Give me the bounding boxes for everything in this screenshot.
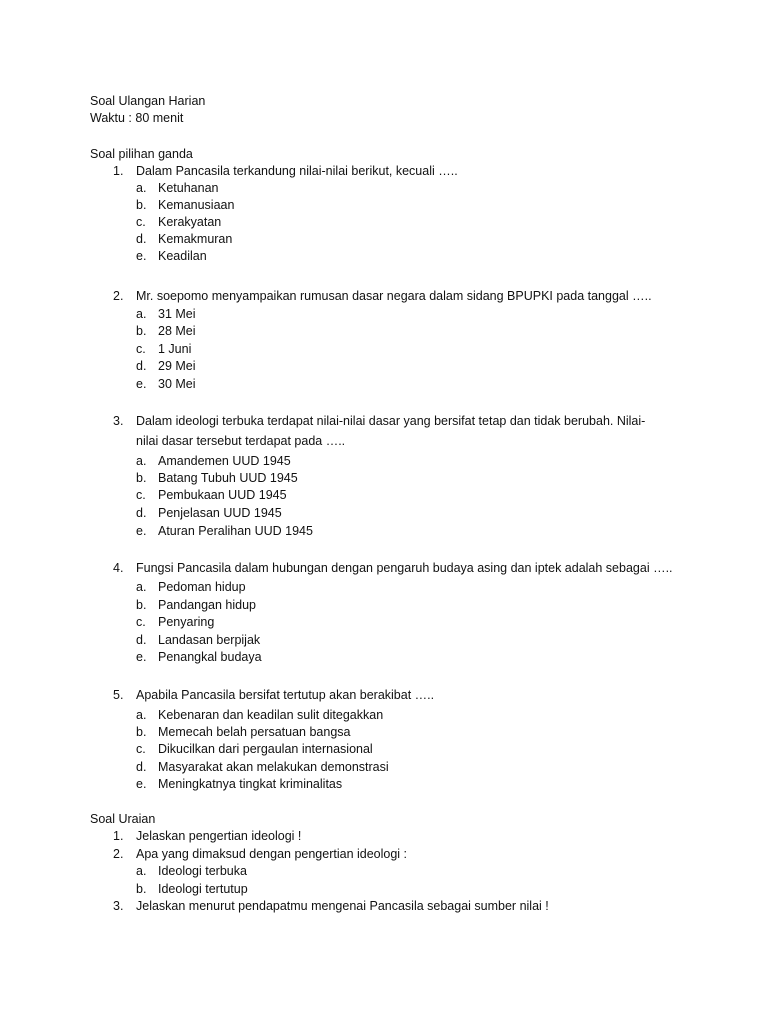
option-letter: d. <box>136 232 147 246</box>
option-text: 29 Mei <box>158 359 196 373</box>
option-letter: e. <box>136 650 147 664</box>
option-text: Penjelasan UUD 1945 <box>158 506 282 520</box>
question-number: 5. <box>113 688 124 702</box>
option-letter: a. <box>136 580 147 594</box>
option-letter: d. <box>136 633 147 647</box>
option-letter: a. <box>136 864 147 878</box>
option-text: Batang Tubuh UUD 1945 <box>158 471 298 485</box>
option-text: 28 Mei <box>158 324 196 338</box>
option-text: Landasan berpijak <box>158 633 261 647</box>
essay-heading: Soal Uraian <box>90 812 156 826</box>
essay-question-text: Jelaskan menurut pendapatmu mengenai Pancasila sebagai sumber nilai ! <box>136 899 549 913</box>
question-text-continued: nilai dasar tersebut terdapat pada ….. <box>136 434 346 448</box>
option-text: Ideologi tertutup <box>158 882 248 896</box>
option-text: Keadilan <box>158 249 207 263</box>
option-text: Ketuhanan <box>158 181 219 195</box>
option-letter: b. <box>136 598 147 612</box>
option-letter: d. <box>136 359 147 373</box>
option-letter: c. <box>136 488 146 502</box>
option-letter: c. <box>136 215 146 229</box>
option-text: Kemakmuran <box>158 232 233 246</box>
option-letter: b. <box>136 725 147 739</box>
option-letter: e. <box>136 377 147 391</box>
question-number: 4. <box>113 561 124 575</box>
essay-question-number: 1. <box>113 829 124 843</box>
option-text: Pembukaan UUD 1945 <box>158 488 287 502</box>
option-letter: a. <box>136 181 147 195</box>
option-text: 30 Mei <box>158 377 196 391</box>
essay-question-number: 3. <box>113 899 124 913</box>
option-text: Meningkatnya tingkat kriminalitas <box>158 777 343 791</box>
question-text: Mr. soepomo menyampaikan rumusan dasar negara dalam sidang BPUPKI pada tanggal ….. <box>136 289 652 303</box>
option-text: Kerakyatan <box>158 215 222 229</box>
option-letter: e. <box>136 249 147 263</box>
option-letter: b. <box>136 324 147 338</box>
option-text: Kebenaran dan keadilan sulit ditegakkan <box>158 708 384 722</box>
option-text: 31 Mei <box>158 307 196 321</box>
question-text: Dalam Pancasila terkandung nilai-nilai berikut, kecuali ….. <box>136 164 458 178</box>
option-letter: d. <box>136 760 147 774</box>
option-letter: b. <box>136 198 147 212</box>
option-text: Pandangan hidup <box>158 598 257 612</box>
option-letter: a. <box>136 454 147 468</box>
option-letter: c. <box>136 615 146 629</box>
option-text: Penangkal budaya <box>158 650 262 664</box>
question-number: 2. <box>113 289 124 303</box>
option-text: Pedoman hidup <box>158 580 246 594</box>
option-letter: e. <box>136 524 147 538</box>
option-letter: a. <box>136 307 147 321</box>
option-letter: e. <box>136 777 147 791</box>
option-text: Dikucilkan dari pergaulan internasional <box>158 742 373 756</box>
option-text: Masyarakat akan melakukan demonstrasi <box>158 760 389 774</box>
option-text: Penyaring <box>158 615 215 629</box>
document-title: Soal Ulangan Harian <box>90 94 206 108</box>
question-number: 3. <box>113 414 124 428</box>
essay-question-text: Apa yang dimaksud dengan pengertian ideologi : <box>136 847 408 861</box>
option-text: Ideologi terbuka <box>158 864 247 878</box>
option-text: Aturan Peralihan UUD 1945 <box>158 524 313 538</box>
option-letter: a. <box>136 708 147 722</box>
essay-question-number: 2. <box>113 847 124 861</box>
time-limit: Waktu : 80 menit <box>90 111 184 125</box>
question-text: Dalam ideologi terbuka terdapat nilai-nilai dasar yang bersifat tetap dan tidak berubah. Nilai- <box>136 414 646 428</box>
multiple-choice-heading: Soal pilihan ganda <box>90 147 193 161</box>
option-text: Memecah belah persatuan bangsa <box>158 725 351 739</box>
option-text: Kemanusiaan <box>158 198 235 212</box>
option-letter: b. <box>136 471 147 485</box>
option-letter: c. <box>136 742 146 756</box>
option-letter: c. <box>136 342 146 356</box>
question-text: Apabila Pancasila bersifat tertutup akan berakibat ….. <box>136 688 435 702</box>
question-number: 1. <box>113 164 124 178</box>
option-letter: d. <box>136 506 147 520</box>
option-text: 1 Juni <box>158 342 192 356</box>
essay-question-text: Jelaskan pengertian ideologi ! <box>136 829 302 843</box>
option-letter: b. <box>136 882 147 896</box>
question-text: Fungsi Pancasila dalam hubungan dengan pengaruh budaya asing dan iptek adalah sebagai ….. <box>136 561 673 575</box>
option-text: Amandemen UUD 1945 <box>158 454 291 468</box>
